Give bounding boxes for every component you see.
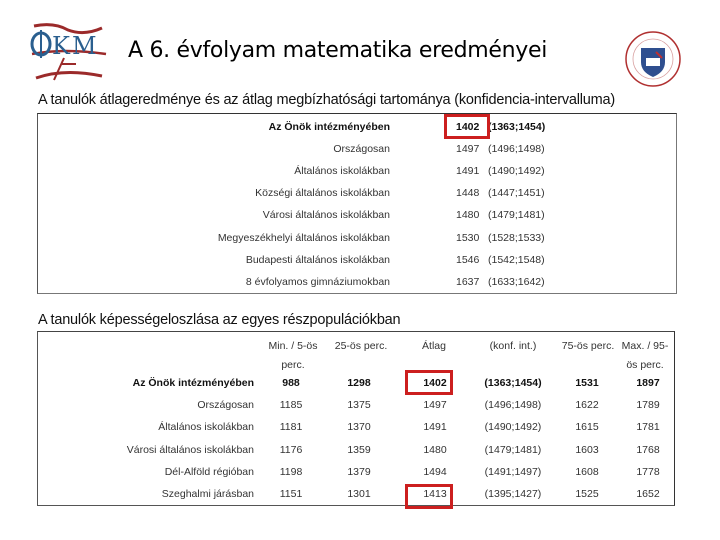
min-value: 988 (282, 377, 300, 389)
p75-value: 1608 (575, 466, 599, 478)
max-value: 1789 (636, 399, 660, 411)
ci-value: (1363;1454) (484, 377, 542, 389)
mean-value: 1494 (423, 466, 447, 478)
school-crest-logo (624, 30, 682, 88)
min-value: 1198 (279, 466, 303, 478)
min-value: 1185 (279, 399, 303, 411)
mean-value: 1497 (456, 143, 480, 155)
row-label: Általános iskolákban (158, 421, 254, 433)
header-min-line2: perc. (281, 359, 305, 371)
ci-value: (1528;1533) (488, 232, 545, 244)
row-label: Városi általános iskolákban (126, 444, 254, 456)
min-value: 1176 (279, 444, 303, 456)
header-min-line1: Min. / 5-ös (268, 340, 318, 352)
ci-value: (1496;1498) (484, 399, 542, 411)
header-mean: Átlag (422, 340, 446, 352)
ci-value: (1633;1642) (488, 276, 545, 288)
header-max-line2: ös perc. (626, 359, 664, 371)
svg-text:K: K (52, 32, 70, 60)
table-row (38, 138, 676, 160)
ci-value: (1479;1481) (484, 444, 542, 456)
max-value: 1897 (636, 377, 660, 389)
distribution-table (37, 331, 675, 506)
p25-value: 1359 (347, 444, 371, 456)
header-p25: 25-ös perc. (334, 340, 388, 352)
crest-icon (624, 30, 682, 88)
okm-logo-icon (24, 18, 110, 88)
ci-value: (1490;1492) (488, 165, 545, 177)
table-row (38, 160, 676, 182)
mean-value: 1413 (423, 488, 447, 500)
row-label: Megyeszékhelyi általános iskolákban (217, 232, 390, 244)
page-title: A 6. évfolyam matematika eredményei (128, 38, 548, 63)
mean-value: 1480 (423, 444, 447, 456)
ci-value: (1490;1492) (484, 421, 542, 433)
mean-value: 1530 (456, 232, 480, 244)
table-row (38, 249, 676, 271)
table-row (38, 461, 674, 483)
mean-value: 1402 (423, 377, 447, 389)
row-label: 8 évfolyamos gimnáziumokban (245, 276, 390, 288)
p75-value: 1615 (575, 421, 599, 433)
table-row (38, 394, 674, 416)
p75-value: 1531 (575, 377, 599, 389)
mean-value: 1448 (456, 187, 480, 199)
table-row (38, 416, 674, 438)
section-title-distribution: A tanulók képességeloszlása az egyes részpopulációkban (38, 312, 401, 328)
max-value: 1652 (636, 488, 660, 500)
row-label: Községi általános iskolákban (255, 187, 390, 199)
ci-value: (1447;1451) (488, 187, 545, 199)
mean-value: 1491 (423, 421, 447, 433)
min-value: 1151 (279, 488, 303, 500)
mean-value: 1480 (456, 209, 480, 221)
ci-value: (1363;1454) (488, 121, 546, 133)
ci-value: (1496;1498) (488, 143, 545, 155)
table-row (38, 227, 676, 249)
ci-value: (1491;1497) (484, 466, 542, 478)
p25-value: 1298 (347, 377, 371, 389)
ci-value: (1542;1548) (488, 254, 545, 266)
mean-value: 1402 (456, 121, 480, 133)
row-label: Általános iskolákban (294, 165, 390, 177)
max-value: 1768 (636, 444, 660, 456)
row-label: Városi általános iskolákban (262, 209, 390, 221)
max-value: 1778 (636, 466, 660, 478)
table-row (38, 271, 676, 293)
table-row (38, 483, 674, 505)
mean-value: 1637 (456, 276, 480, 288)
p25-value: 1370 (347, 421, 371, 433)
svg-text:M: M (72, 32, 97, 60)
min-value: 1181 (279, 421, 303, 433)
max-value: 1781 (636, 421, 660, 433)
table-row (38, 116, 676, 138)
okm-logo (24, 18, 110, 88)
table-row (38, 204, 676, 226)
row-label: Az Önök intézményében (132, 377, 254, 389)
p75-value: 1603 (575, 444, 599, 456)
p25-value: 1379 (347, 466, 371, 478)
header-ci: (konf. int.) (489, 340, 537, 352)
mean-value: 1546 (456, 254, 480, 266)
p75-value: 1525 (575, 488, 599, 500)
ci-value: (1395;1427) (484, 488, 542, 500)
mean-value: 1497 (423, 399, 447, 411)
ci-value: (1479;1481) (488, 209, 545, 221)
row-label: Dél-Alföld régióban (164, 466, 254, 478)
table-row (38, 372, 674, 394)
mean-value: 1491 (456, 165, 480, 177)
row-label: Budapesti általános iskolákban (245, 254, 390, 266)
header-max (610, 337, 680, 375)
row-label: Az Önök intézményében (268, 121, 390, 133)
row-label: Országosan (333, 143, 390, 155)
row-label: Szeghalmi járásban (161, 488, 254, 500)
table-row (38, 182, 676, 204)
p25-value: 1301 (347, 488, 371, 500)
p75-value: 1622 (575, 399, 599, 411)
header-p75: 75-ös perc. (561, 340, 615, 352)
section-title-averages: A tanulók átlageredménye és az átlag megbízhatósági tartománya (konfidencia-intervalluma) (38, 92, 616, 108)
row-label: Országosan (197, 399, 254, 411)
p25-value: 1375 (347, 399, 371, 411)
header-min (258, 337, 328, 375)
averages-table (37, 113, 677, 294)
table-row (38, 439, 674, 461)
header-max-line1: Max. / 95- (621, 340, 669, 352)
